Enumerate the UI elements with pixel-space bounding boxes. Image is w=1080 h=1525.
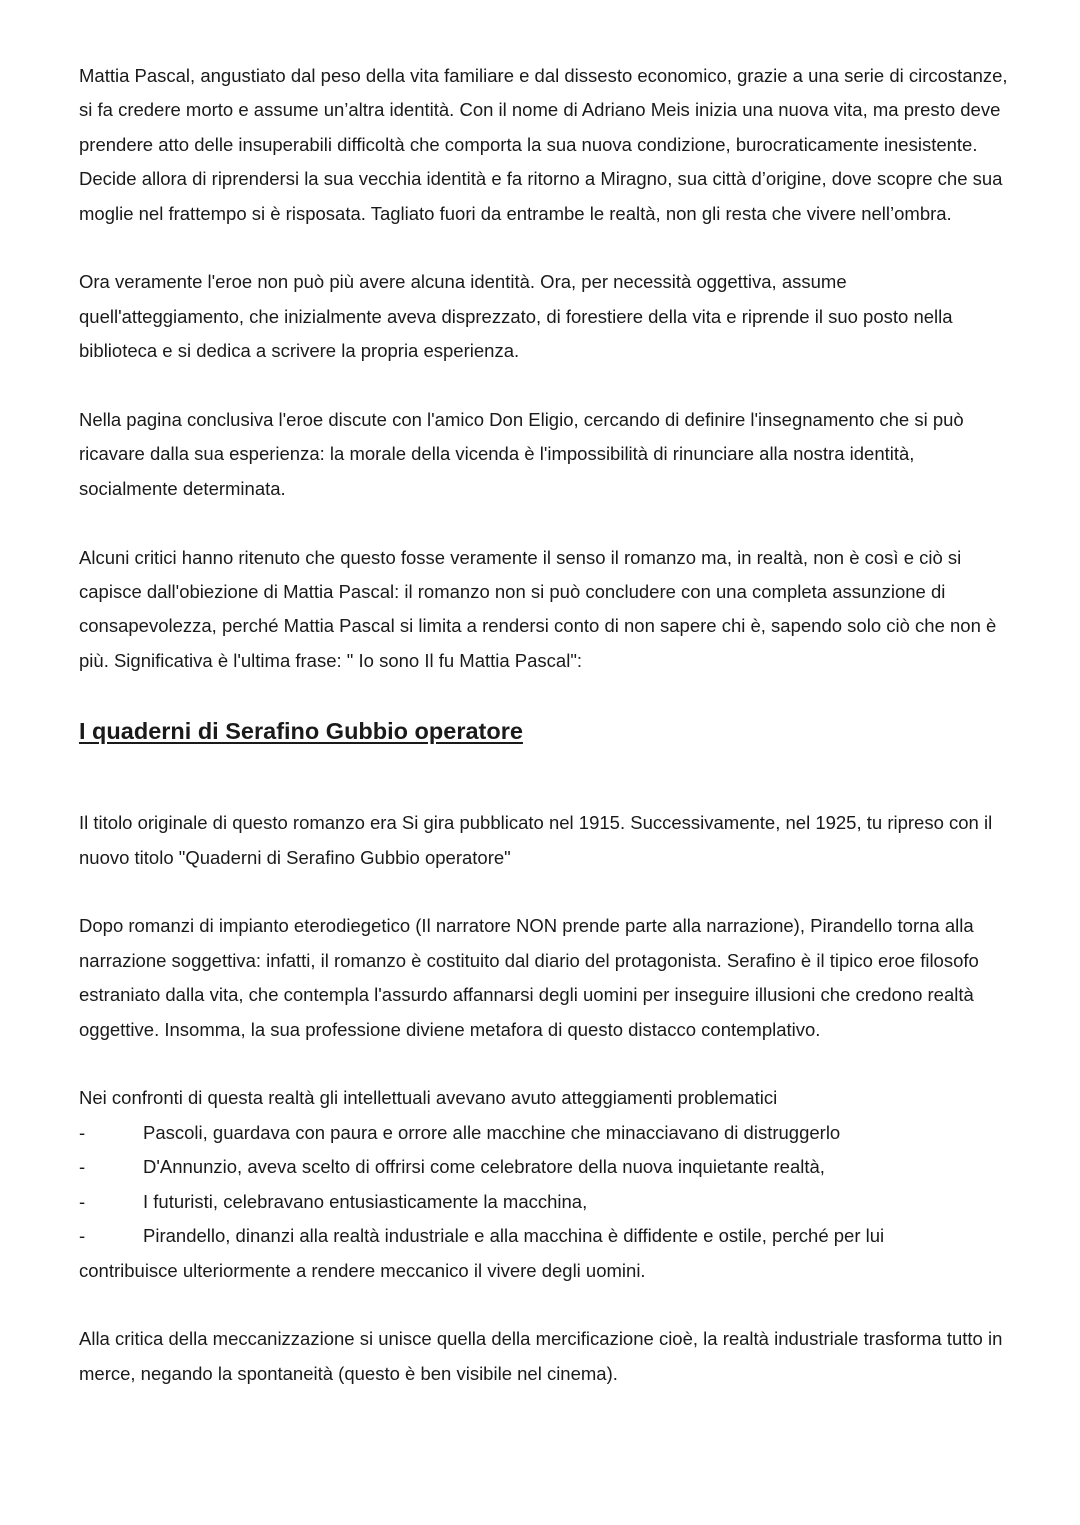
list-continuation: contribuisce ulteriormente a rendere meccanico il vivere degli uomini.: [79, 1259, 646, 1281]
paragraph-critics: Alcuni critici hanno ritenuto che questo fosse veramente il senso il romanzo ma, in realtà, non è così e ciò si capisce dall'obiezione di Mattia Pascal: il romanzo non si può concludere con una completa assunzione di consapevolezza, perché Mattia Pascal si limita a rendersi conto di non sapere chi è, sapendo solo ciò che non è più. Significativa è l'ultima frase: " Io sono Il fu Mattia Pascal":: [79, 546, 997, 671]
list-intro: Nei confronti di questa realtà gli intellettuali avevano avuto atteggiamenti problematici: [79, 1087, 778, 1109]
paragraph-hero-identity: Ora veramente l'eroe non può più avere alcuna identità. Ora, per necessità oggettiva, assume quell'atteggiamento, che inizialmente aveva disprezzato, di forestiere della vita e riprende il suo posto nella biblioteca e si dedica a scrivere la propria esperienza.: [79, 271, 953, 362]
paragraph-original-title: Il titolo originale di questo romanzo era Si gira pubblicato nel 1915. Successivamente, nel 1925, tu ripreso con il nuovo titolo "Quaderni di Serafino Gubbio operatore": [79, 812, 993, 868]
list-item: - Pirandello, dinanzi alla realtà industriale e alla macchina è diffidente e ostile, perché per lui: [79, 1219, 1009, 1253]
section-heading: I quaderni di Serafino Gubbio operatore: [79, 718, 523, 745]
list-item: - I futuristi, celebravano entusiasticamente la macchina,: [79, 1185, 1009, 1219]
dash-marker: -: [79, 1156, 86, 1178]
dash-marker: -: [79, 1190, 86, 1212]
list-item: - D'Annunzio, aveva scelto di offrirsi come celebratore della nuova inquietante realtà,: [79, 1150, 1009, 1184]
dash-marker: -: [79, 1121, 86, 1143]
list-item: - Pascoli, guardava con paura e orrore alle macchine che minacciavano di distruggerlo: [79, 1116, 1009, 1150]
paragraph-mattia-pascal-summary: Mattia Pascal, angustiato dal peso della vita familiare e dal dissesto economico, grazie a una serie di circostanze, si fa credere morto e assume un’altra identità. Con il nome di Adriano Meis inizia una nuova vita, ma presto deve prendere atto delle insuperabili difficoltà che comporta la sua nuova condizione, burocraticamente inesistente. Decide allora di riprendersi la sua vecchia identità e fa ritorno a Miragno, sua città d’origine, dove scopre che sua moglie nel frattempo si è risposata. Tagliato fuori da entrambe le realtà, non gli resta che vivere nell’ombra.: [79, 65, 1008, 224]
paragraph-mercification: Alla critica della meccanizzazione si unisce quella della mercificazione cioè, la realtà industriale trasforma tutto in merce, negando la spontaneità (questo è ben visibile nel cinema).: [79, 1328, 1003, 1384]
paragraph-conclusion: Nella pagina conclusiva l'eroe discute con l'amico Don Eligio, cercando di definire l'insegnamento che si può ricavare dalla sua esperienza: la morale della vicenda è l'impossibilità di rinunciare alla nostra identità, socialmente determinata.: [79, 409, 964, 499]
document-page: [79, 59, 1009, 1391]
paragraph-narration: Dopo romanzi di impianto eterodiegetico (Il narratore NON prende parte alla narrazione), Pirandello torna alla narrazione soggettiva: infatti, il romanzo è costituito dal diario del protagonista. Serafino è il tipico eroe filosofo estraniato dalla vita, che contempla l'assurdo affannarsi degli uomini per inseguire illusioni che credono realtà oggettive. Insomma, la sua professione diviene metafora di questo distacco contemplativo.: [79, 915, 979, 1040]
dash-marker: -: [79, 1225, 86, 1247]
intellectuals-list: [79, 1116, 1009, 1254]
